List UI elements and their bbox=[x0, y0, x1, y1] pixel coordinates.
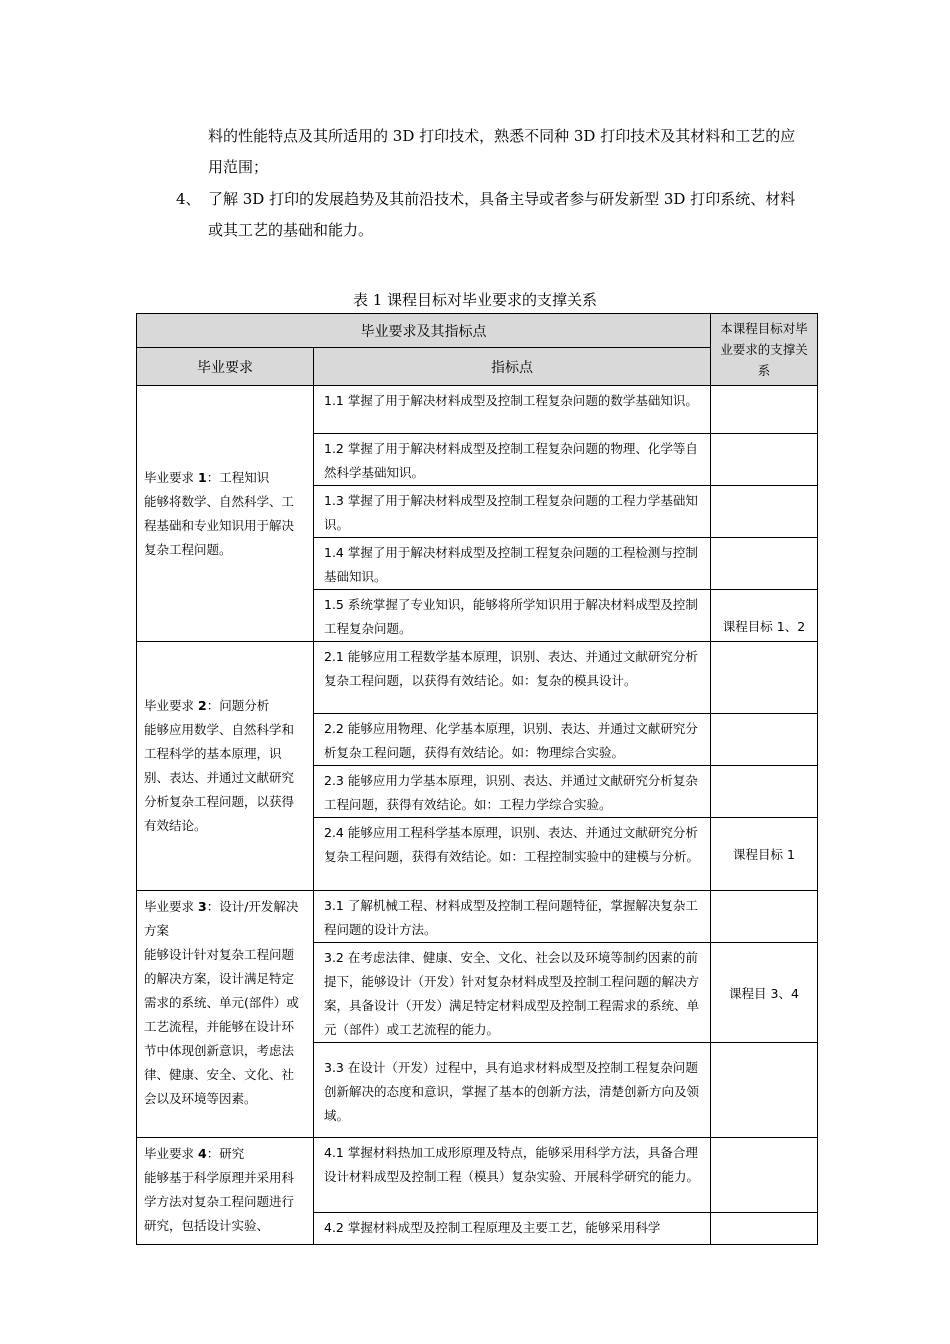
indicator-1-3: 1.3 掌握了用于解决材料成型及控制工程复杂问题的工程力学基础知识。 bbox=[314, 486, 711, 538]
intro-paragraph-item-4: 了解 3D 打印的发展趋势及其前沿技术，具备主导或者参与研发新型 3D 打印系统、材料或其工艺的基础和能力。 bbox=[208, 190, 796, 239]
requirement-desc-1: 能够将数学、自然科学、工程基础和专业知识用于解决复杂工程问题。 bbox=[144, 493, 295, 557]
support-1-5: 课程目标 1、2 bbox=[711, 590, 818, 642]
support-2-4: 课程目标 1 bbox=[711, 818, 818, 891]
indicator-4-2: 4.2 掌握材料成型及控制工程原理及主要工艺，能够采用科学 bbox=[314, 1213, 711, 1245]
support-4-2 bbox=[711, 1213, 818, 1245]
requirement-desc-4: 能够基于科学原理并采用科学方法对复杂工程问题进行研究，包括设计实验、 bbox=[144, 1170, 295, 1233]
indicator-1-5: 1.5 系统掌握了专业知识，能够将所学知识用于解决材料成型及控制工程复杂问题。 bbox=[314, 590, 711, 642]
indicator-4-1: 4.1 掌握材料热加工成形原理及特点，能够采用科学方法，具备合理设计材料成型及控制工程（模具）复杂实验、开展科学研究的能力。 bbox=[314, 1138, 711, 1213]
indicator-3-1: 3.1 了解机械工程、材料成型及控制工程问题特征，掌握解决复杂工程问题的设计方法。 bbox=[314, 891, 711, 943]
indicator-1-1: 1.1 掌握了用于解决材料成型及控制工程复杂问题的数学基础知识。 bbox=[314, 386, 711, 434]
indicator-3-2: 3.2 在考虑法律、健康、安全、文化、社会以及环境等制约因素的前提下，能够设计（开发）针对复杂材料成型及控制工程问题的解决方案，具备设计（开发）满足特定材料成型及控制工程需求的系统、单元（部件）或工艺流程的能力。 bbox=[314, 943, 711, 1043]
support-3-1 bbox=[711, 891, 818, 943]
requirement-cell-2: 毕业要求 2：问题分析 能够应用数学、自然科学和工程科学的基本原理，识别、表达、并通过文献研究分析复杂工程问题，以获得有效结论。 bbox=[137, 642, 314, 891]
requirement-cell-1: 毕业要求 1：工程知识 能够将数学、自然科学、工程基础和专业知识用于解决复杂工程问题。 bbox=[137, 386, 314, 642]
requirement-desc-2: 能够应用数学、自然科学和工程科学的基本原理，识别、表达、并通过文献研究分析复杂工程问题，以获得有效结论。 bbox=[144, 722, 295, 833]
indicator-2-2: 2.2 能够应用物理、化学基本原理，识别、表达、并通过文献研究分析复杂工程问题，获得有效结论。如：物理综合实验。 bbox=[314, 714, 711, 766]
header-support: 本课程目标对毕业要求的支撑关系 bbox=[711, 314, 818, 386]
support-1-2 bbox=[711, 434, 818, 486]
indicator-1-2: 1.2 掌握了用于解决材料成型及控制工程复杂问题的物理、化学等自然科学基础知识。 bbox=[314, 434, 711, 486]
header-indicator: 指标点 bbox=[314, 348, 711, 386]
requirement-cell-4: 毕业要求 4：研究 能够基于科学原理并采用科学方法对复杂工程问题进行研究，包括设计实验、 bbox=[137, 1138, 314, 1245]
indicator-2-1: 2.1 能够应用工程数学基本原理，识别、表达、并通过文献研究分析复杂工程问题，以获得有效结论。如：复杂的模具设计。 bbox=[314, 642, 711, 714]
support-1-4 bbox=[711, 538, 818, 590]
support-1-3 bbox=[711, 486, 818, 538]
table-caption: 表 1 课程目标对毕业要求的支撑关系 bbox=[352, 291, 598, 309]
support-2-1 bbox=[711, 642, 818, 714]
support-2-3 bbox=[711, 766, 818, 818]
indicator-3-3: 3.3 在设计（开发）过程中，具有追求材料成型及控制工程复杂问题创新解决的态度和意识，掌握了基本的创新方法，清楚创新方向及领域。 bbox=[314, 1043, 711, 1138]
list-number-4: 4、 bbox=[176, 190, 201, 208]
requirement-desc-3: 能够设计针对复杂工程问题的解决方案，设计满足特定需求的系统、单元(部件）或工艺流程，并能够在设计环节中体现创新意识，考虑法律、健康、安全、文化、社会以及环境等因素。 bbox=[144, 947, 299, 1106]
support-4-1 bbox=[711, 1138, 818, 1213]
support-1-1 bbox=[711, 386, 818, 434]
requirements-table bbox=[136, 313, 818, 1245]
indicator-2-3: 2.3 能够应用力学基本原理，识别、表达、并通过文献研究分析复杂工程问题，获得有效结论。如：工程力学综合实验。 bbox=[314, 766, 711, 818]
requirement-cell-3: 毕业要求 3：设计/开发解决方案 能够设计针对复杂工程问题的解决方案，设计满足特定需求的系统、单元(部件）或工艺流程，并能够在设计环节中体现创新意识，考虑法律、健康、安全、文化、社会以及环境等因素。 bbox=[137, 891, 314, 1138]
support-3-3 bbox=[711, 1043, 818, 1138]
support-3-2: 课程目 3、4 bbox=[711, 943, 818, 1043]
header-group: 毕业要求及其指标点 bbox=[137, 314, 711, 348]
intro-paragraph-continued: 料的性能特点及其所适用的 3D 打印技术，熟悉不同种 3D 打印技术及其材料和工艺的应用范围； bbox=[208, 127, 796, 176]
indicator-2-4: 2.4 能够应用工程科学基本原理，识别、表达、并通过文献研究分析复杂工程问题，获得有效结论。如：工程控制实验中的建模与分析。 bbox=[314, 818, 711, 891]
indicator-1-4: 1.4 掌握了用于解决材料成型及控制工程复杂问题的工程检测与控制基础知识。 bbox=[314, 538, 711, 590]
support-2-2 bbox=[711, 714, 818, 766]
header-requirement: 毕业要求 bbox=[137, 348, 314, 386]
